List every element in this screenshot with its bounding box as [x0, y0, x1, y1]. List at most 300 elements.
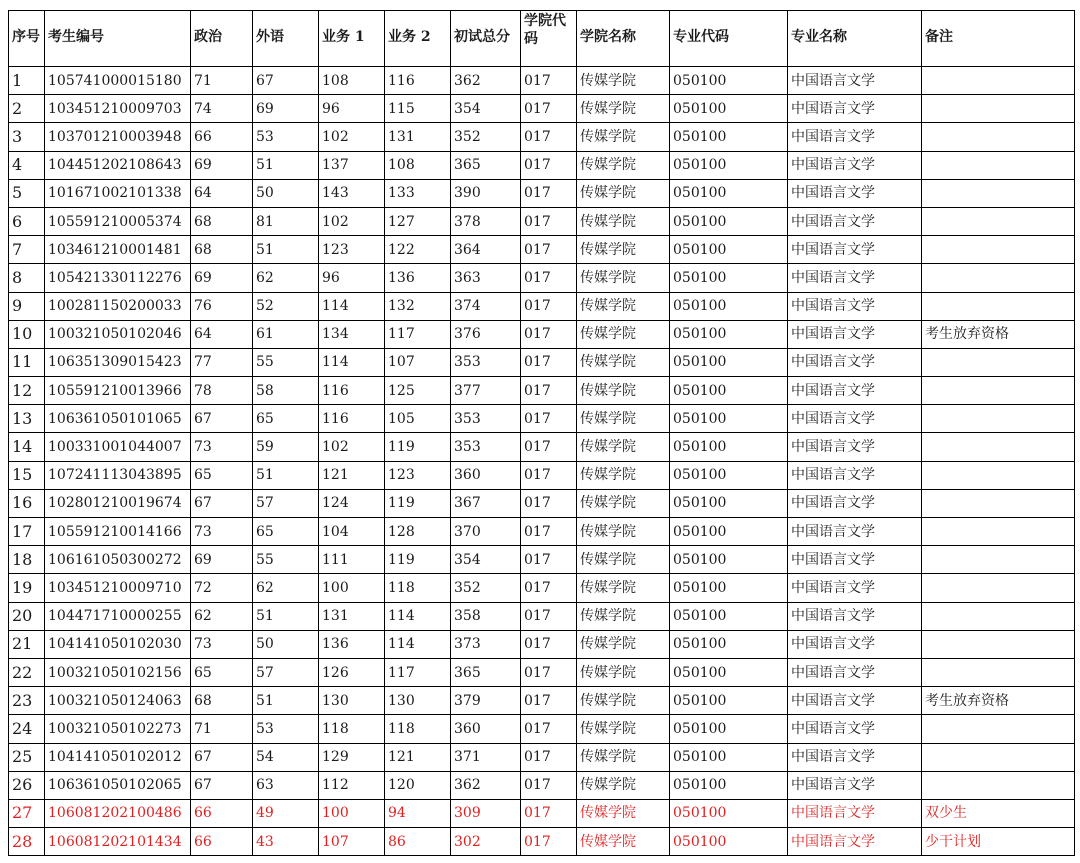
cell-seq: 5 [9, 179, 45, 207]
cell-subject-2: 105 [385, 405, 451, 433]
cell-subject-2: 128 [385, 518, 451, 546]
cell-major-name: 中国语言文学 [788, 377, 922, 405]
header-row [9, 11, 1075, 67]
cell-major-code: 050100 [670, 461, 788, 489]
cell-total-score: 365 [451, 658, 521, 686]
cell-seq: 26 [9, 771, 45, 799]
cell-seq: 4 [9, 151, 45, 179]
cell-seq: 3 [9, 123, 45, 151]
cell-major-code: 050100 [670, 658, 788, 686]
cell-subject-2: 133 [385, 179, 451, 207]
cell-politics: 62 [191, 602, 253, 630]
cell-college-name: 传媒学院 [577, 151, 670, 179]
cell-major-name: 中国语言文学 [788, 292, 922, 320]
cell-major-code: 050100 [670, 95, 788, 123]
cell-remarks [922, 151, 1075, 179]
cell-college-code: 017 [521, 630, 577, 658]
cell-major-name: 中国语言文学 [788, 320, 922, 348]
cell-college-name: 传媒学院 [577, 658, 670, 686]
cell-seq: 12 [9, 377, 45, 405]
cell-total-score: 358 [451, 602, 521, 630]
cell-major-name: 中国语言文学 [788, 207, 922, 235]
cell-subject-1: 102 [319, 123, 385, 151]
cell-college-name: 传媒学院 [577, 461, 670, 489]
cell-subject-1: 111 [319, 546, 385, 574]
cell-major-name: 中国语言文学 [788, 123, 922, 151]
cell-major-code: 050100 [670, 405, 788, 433]
cell-college-name: 传媒学院 [577, 179, 670, 207]
cell-total-score: 378 [451, 207, 521, 235]
table-row [9, 630, 1075, 658]
cell-exam-id: 106361050101065 [45, 405, 191, 433]
cell-foreign-language: 62 [253, 264, 319, 292]
table-row [9, 320, 1075, 348]
table-row [9, 799, 1075, 827]
cell-remarks [922, 771, 1075, 799]
cell-college-name: 传媒学院 [577, 433, 670, 461]
header-subject-1: 业务 1 [319, 11, 385, 67]
cell-remarks [922, 715, 1075, 743]
cell-major-name: 中国语言文学 [788, 715, 922, 743]
cell-exam-id: 100331001044007 [45, 433, 191, 461]
cell-major-name: 中国语言文学 [788, 67, 922, 95]
table-row [9, 405, 1075, 433]
cell-college-code: 017 [521, 687, 577, 715]
cell-seq: 2 [9, 95, 45, 123]
header-seq: 序号 [9, 11, 45, 67]
cell-politics: 65 [191, 461, 253, 489]
cell-remarks [922, 348, 1075, 376]
cell-subject-1: 108 [319, 67, 385, 95]
table-row [9, 715, 1075, 743]
cell-exam-id: 100321050102156 [45, 658, 191, 686]
cell-exam-id: 105591210013966 [45, 377, 191, 405]
cell-major-name: 中国语言文学 [788, 658, 922, 686]
cell-major-name: 中国语言文学 [788, 574, 922, 602]
cell-major-name: 中国语言文学 [788, 348, 922, 376]
cell-remarks [922, 405, 1075, 433]
cell-foreign-language: 57 [253, 489, 319, 517]
cell-subject-2: 132 [385, 292, 451, 320]
cell-foreign-language: 51 [253, 687, 319, 715]
cell-foreign-language: 55 [253, 546, 319, 574]
cell-total-score: 302 [451, 828, 521, 856]
cell-remarks [922, 489, 1075, 517]
cell-major-code: 050100 [670, 236, 788, 264]
table-row [9, 461, 1075, 489]
cell-seq: 6 [9, 207, 45, 235]
header-politics: 政治 [191, 11, 253, 67]
cell-foreign-language: 62 [253, 574, 319, 602]
cell-subject-1: 100 [319, 574, 385, 602]
cell-exam-id: 103451210009710 [45, 574, 191, 602]
cell-politics: 69 [191, 264, 253, 292]
cell-college-code: 017 [521, 405, 577, 433]
header-exam-id: 考生编号 [45, 11, 191, 67]
cell-subject-1: 129 [319, 743, 385, 771]
cell-total-score: 365 [451, 151, 521, 179]
cell-subject-2: 123 [385, 461, 451, 489]
table-row [9, 489, 1075, 517]
cell-major-code: 050100 [670, 207, 788, 235]
cell-politics: 71 [191, 67, 253, 95]
cell-foreign-language: 52 [253, 292, 319, 320]
cell-foreign-language: 53 [253, 715, 319, 743]
cell-remarks [922, 95, 1075, 123]
cell-major-code: 050100 [670, 574, 788, 602]
cell-college-name: 传媒学院 [577, 292, 670, 320]
cell-exam-id: 103451210009703 [45, 95, 191, 123]
cell-politics: 68 [191, 687, 253, 715]
cell-college-name: 传媒学院 [577, 348, 670, 376]
cell-major-name: 中国语言文学 [788, 489, 922, 517]
cell-exam-id: 104471710000255 [45, 602, 191, 630]
table-row [9, 95, 1075, 123]
header-major-code: 专业代码 [670, 11, 788, 67]
header-foreign-language: 外语 [253, 11, 319, 67]
cell-major-name: 中国语言文学 [788, 236, 922, 264]
cell-foreign-language: 50 [253, 630, 319, 658]
cell-subject-2: 122 [385, 236, 451, 264]
table-row [9, 658, 1075, 686]
cell-major-name: 中国语言文学 [788, 461, 922, 489]
cell-exam-id: 106081202100486 [45, 799, 191, 827]
cell-college-code: 017 [521, 348, 577, 376]
cell-foreign-language: 65 [253, 405, 319, 433]
cell-remarks [922, 207, 1075, 235]
cell-college-code: 017 [521, 489, 577, 517]
cell-major-code: 050100 [670, 67, 788, 95]
cell-total-score: 390 [451, 179, 521, 207]
cell-politics: 73 [191, 630, 253, 658]
cell-total-score: 367 [451, 489, 521, 517]
cell-college-name: 传媒学院 [577, 95, 670, 123]
cell-college-code: 017 [521, 207, 577, 235]
cell-major-code: 050100 [670, 828, 788, 856]
cell-college-code: 017 [521, 433, 577, 461]
score-table [8, 10, 1075, 856]
cell-remarks [922, 630, 1075, 658]
cell-total-score: 352 [451, 123, 521, 151]
cell-major-name: 中国语言文学 [788, 179, 922, 207]
cell-subject-2: 107 [385, 348, 451, 376]
cell-subject-2: 117 [385, 658, 451, 686]
cell-subject-1: 126 [319, 658, 385, 686]
cell-seq: 10 [9, 320, 45, 348]
cell-college-code: 017 [521, 715, 577, 743]
cell-exam-id: 105741000015180 [45, 67, 191, 95]
cell-foreign-language: 51 [253, 236, 319, 264]
cell-remarks [922, 236, 1075, 264]
cell-total-score: 374 [451, 292, 521, 320]
cell-foreign-language: 55 [253, 348, 319, 376]
cell-exam-id: 104141050102012 [45, 743, 191, 771]
cell-seq: 14 [9, 433, 45, 461]
cell-major-code: 050100 [670, 518, 788, 546]
table-row [9, 771, 1075, 799]
cell-foreign-language: 57 [253, 658, 319, 686]
cell-seq: 24 [9, 715, 45, 743]
cell-subject-1: 136 [319, 630, 385, 658]
cell-major-name: 中国语言文学 [788, 151, 922, 179]
table-row [9, 828, 1075, 856]
header-total-score: 初试总分 [451, 11, 521, 67]
cell-exam-id: 106161050300272 [45, 546, 191, 574]
cell-subject-1: 104 [319, 518, 385, 546]
cell-subject-2: 86 [385, 828, 451, 856]
cell-exam-id: 105591210014166 [45, 518, 191, 546]
cell-seq: 23 [9, 687, 45, 715]
cell-remarks [922, 518, 1075, 546]
cell-total-score: 363 [451, 264, 521, 292]
cell-exam-id: 103701210003948 [45, 123, 191, 151]
cell-major-name: 中国语言文学 [788, 687, 922, 715]
cell-college-name: 传媒学院 [577, 546, 670, 574]
table-body [9, 67, 1075, 856]
table-row [9, 743, 1075, 771]
cell-college-code: 017 [521, 236, 577, 264]
cell-politics: 67 [191, 771, 253, 799]
cell-major-name: 中国语言文学 [788, 771, 922, 799]
cell-exam-id: 103461210001481 [45, 236, 191, 264]
cell-politics: 69 [191, 546, 253, 574]
cell-foreign-language: 51 [253, 461, 319, 489]
cell-major-name: 中国语言文学 [788, 828, 922, 856]
cell-subject-1: 102 [319, 433, 385, 461]
table-row [9, 67, 1075, 95]
table-row [9, 123, 1075, 151]
cell-college-name: 传媒学院 [577, 828, 670, 856]
cell-major-code: 050100 [670, 292, 788, 320]
cell-subject-2: 116 [385, 67, 451, 95]
cell-major-code: 050100 [670, 123, 788, 151]
cell-college-name: 传媒学院 [577, 67, 670, 95]
cell-total-score: 373 [451, 630, 521, 658]
cell-college-name: 传媒学院 [577, 799, 670, 827]
cell-remarks [922, 546, 1075, 574]
cell-total-score: 370 [451, 518, 521, 546]
cell-subject-2: 130 [385, 687, 451, 715]
cell-college-code: 017 [521, 151, 577, 179]
header-college-code: 学院代码 [521, 11, 577, 67]
cell-foreign-language: 65 [253, 518, 319, 546]
cell-subject-1: 131 [319, 602, 385, 630]
cell-subject-2: 94 [385, 799, 451, 827]
cell-politics: 68 [191, 207, 253, 235]
cell-foreign-language: 49 [253, 799, 319, 827]
cell-college-code: 017 [521, 292, 577, 320]
cell-total-score: 362 [451, 67, 521, 95]
cell-total-score: 362 [451, 771, 521, 799]
cell-exam-id: 107241113043895 [45, 461, 191, 489]
cell-subject-1: 96 [319, 95, 385, 123]
cell-exam-id: 105421330112276 [45, 264, 191, 292]
cell-seq: 7 [9, 236, 45, 264]
cell-subject-1: 114 [319, 292, 385, 320]
cell-college-name: 传媒学院 [577, 236, 670, 264]
cell-foreign-language: 51 [253, 602, 319, 630]
cell-seq: 19 [9, 574, 45, 602]
cell-seq: 17 [9, 518, 45, 546]
cell-college-name: 传媒学院 [577, 264, 670, 292]
cell-college-code: 017 [521, 95, 577, 123]
cell-politics: 68 [191, 236, 253, 264]
cell-college-name: 传媒学院 [577, 320, 670, 348]
cell-exam-id: 100321050124063 [45, 687, 191, 715]
cell-major-code: 050100 [670, 179, 788, 207]
cell-major-code: 050100 [670, 799, 788, 827]
cell-subject-1: 102 [319, 207, 385, 235]
table-row [9, 236, 1075, 264]
cell-major-name: 中国语言文学 [788, 95, 922, 123]
cell-remarks [922, 574, 1075, 602]
cell-total-score: 360 [451, 461, 521, 489]
cell-remarks: 考生放弃资格 [922, 687, 1075, 715]
cell-college-name: 传媒学院 [577, 123, 670, 151]
table-row [9, 292, 1075, 320]
cell-remarks [922, 264, 1075, 292]
cell-total-score: 309 [451, 799, 521, 827]
cell-college-name: 传媒学院 [577, 574, 670, 602]
cell-seq: 25 [9, 743, 45, 771]
cell-seq: 28 [9, 828, 45, 856]
cell-politics: 64 [191, 320, 253, 348]
cell-subject-2: 114 [385, 602, 451, 630]
table-row [9, 602, 1075, 630]
cell-total-score: 352 [451, 574, 521, 602]
cell-foreign-language: 53 [253, 123, 319, 151]
cell-major-code: 050100 [670, 630, 788, 658]
cell-major-code: 050100 [670, 264, 788, 292]
cell-major-code: 050100 [670, 602, 788, 630]
cell-subject-1: 114 [319, 348, 385, 376]
table-row [9, 179, 1075, 207]
cell-total-score: 353 [451, 433, 521, 461]
cell-exam-id: 102801210019674 [45, 489, 191, 517]
table-row [9, 546, 1075, 574]
header-remarks: 备注 [922, 11, 1075, 67]
cell-subject-1: 116 [319, 405, 385, 433]
cell-subject-1: 123 [319, 236, 385, 264]
cell-college-code: 017 [521, 461, 577, 489]
cell-remarks [922, 433, 1075, 461]
table-row [9, 207, 1075, 235]
cell-major-name: 中国语言文学 [788, 602, 922, 630]
cell-college-code: 017 [521, 518, 577, 546]
cell-remarks [922, 292, 1075, 320]
cell-politics: 66 [191, 828, 253, 856]
cell-major-name: 中国语言文学 [788, 743, 922, 771]
cell-subject-1: 124 [319, 489, 385, 517]
cell-politics: 71 [191, 715, 253, 743]
cell-subject-2: 115 [385, 95, 451, 123]
cell-major-code: 050100 [670, 546, 788, 574]
cell-subject-1: 137 [319, 151, 385, 179]
table-row [9, 518, 1075, 546]
cell-foreign-language: 69 [253, 95, 319, 123]
cell-seq: 16 [9, 489, 45, 517]
cell-major-code: 050100 [670, 348, 788, 376]
cell-subject-2: 118 [385, 574, 451, 602]
cell-college-code: 017 [521, 320, 577, 348]
cell-total-score: 353 [451, 405, 521, 433]
cell-college-code: 017 [521, 67, 577, 95]
table-row [9, 687, 1075, 715]
cell-college-code: 017 [521, 123, 577, 151]
cell-exam-id: 104451202108643 [45, 151, 191, 179]
cell-total-score: 364 [451, 236, 521, 264]
cell-politics: 64 [191, 179, 253, 207]
cell-subject-1: 107 [319, 828, 385, 856]
cell-college-code: 017 [521, 658, 577, 686]
cell-exam-id: 100321050102046 [45, 320, 191, 348]
cell-major-name: 中国语言文学 [788, 546, 922, 574]
cell-politics: 73 [191, 433, 253, 461]
cell-seq: 1 [9, 67, 45, 95]
cell-college-code: 017 [521, 771, 577, 799]
cell-politics: 67 [191, 489, 253, 517]
table-row [9, 264, 1075, 292]
cell-total-score: 353 [451, 348, 521, 376]
cell-college-name: 传媒学院 [577, 207, 670, 235]
cell-major-code: 050100 [670, 715, 788, 743]
cell-subject-1: 134 [319, 320, 385, 348]
cell-seq: 13 [9, 405, 45, 433]
cell-subject-1: 100 [319, 799, 385, 827]
cell-subject-2: 127 [385, 207, 451, 235]
cell-subject-1: 118 [319, 715, 385, 743]
cell-politics: 73 [191, 518, 253, 546]
cell-college-name: 传媒学院 [577, 489, 670, 517]
cell-subject-2: 119 [385, 546, 451, 574]
cell-politics: 67 [191, 743, 253, 771]
cell-foreign-language: 51 [253, 151, 319, 179]
cell-major-code: 050100 [670, 320, 788, 348]
cell-remarks [922, 658, 1075, 686]
cell-subject-2: 131 [385, 123, 451, 151]
cell-seq: 21 [9, 630, 45, 658]
cell-college-name: 传媒学院 [577, 518, 670, 546]
cell-remarks [922, 602, 1075, 630]
cell-subject-1: 143 [319, 179, 385, 207]
header-college-name: 学院名称 [577, 11, 670, 67]
cell-politics: 69 [191, 151, 253, 179]
cell-seq: 27 [9, 799, 45, 827]
cell-foreign-language: 81 [253, 207, 319, 235]
cell-subject-1: 96 [319, 264, 385, 292]
cell-total-score: 377 [451, 377, 521, 405]
cell-major-name: 中国语言文学 [788, 264, 922, 292]
cell-total-score: 376 [451, 320, 521, 348]
cell-total-score: 354 [451, 546, 521, 574]
cell-subject-1: 121 [319, 461, 385, 489]
cell-college-name: 传媒学院 [577, 630, 670, 658]
cell-foreign-language: 58 [253, 377, 319, 405]
cell-remarks [922, 67, 1075, 95]
cell-foreign-language: 50 [253, 179, 319, 207]
cell-major-name: 中国语言文学 [788, 518, 922, 546]
cell-total-score: 371 [451, 743, 521, 771]
cell-seq: 15 [9, 461, 45, 489]
table-row [9, 377, 1075, 405]
cell-remarks [922, 461, 1075, 489]
cell-exam-id: 105591210005374 [45, 207, 191, 235]
cell-remarks: 双少生 [922, 799, 1075, 827]
cell-college-code: 017 [521, 602, 577, 630]
cell-seq: 8 [9, 264, 45, 292]
cell-foreign-language: 54 [253, 743, 319, 771]
table-row [9, 574, 1075, 602]
